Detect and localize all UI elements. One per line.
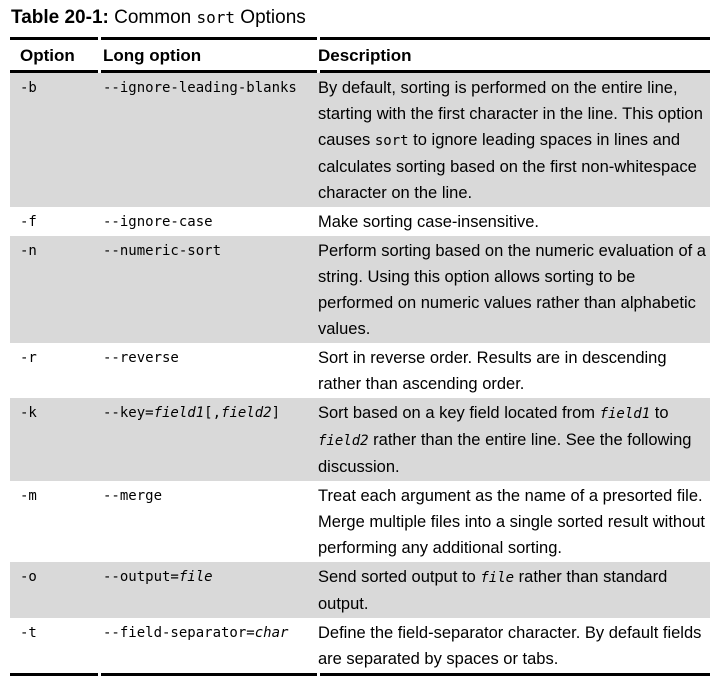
text-segment: file	[178, 569, 213, 585]
long-option-cell	[100, 209, 318, 235]
text-segment: Options	[235, 7, 306, 28]
header-option: Option	[20, 46, 75, 65]
text-segment: Table 20-1:	[11, 7, 109, 28]
text-segment: field2	[221, 405, 272, 421]
long-option-cell	[100, 483, 318, 561]
rule-segment	[10, 37, 98, 40]
text-segment: to	[650, 404, 669, 422]
text-segment: Make sorting case-insensitive.	[318, 213, 540, 231]
table-row	[10, 398, 710, 481]
text-segment: Define the field-separator character. By default fields are separated by spaces or tabs.	[318, 624, 702, 668]
option-cell: -t	[20, 625, 37, 641]
text-segment: field1	[153, 405, 205, 421]
text-segment: Sort in reverse order. Results are in descending rather than ascending order.	[318, 349, 667, 393]
description-cell	[318, 400, 710, 480]
top-rule	[10, 37, 710, 40]
text-segment: Common	[108, 7, 197, 28]
description-cell	[318, 620, 710, 672]
description-cell	[318, 564, 710, 617]
text-segment: --ignore-leading-blanks	[103, 80, 297, 96]
text-segment: --key=	[103, 405, 154, 421]
header-rule	[10, 70, 710, 73]
rule-segment	[101, 70, 317, 73]
text-segment: to ignore leading spaces in lines and calculates sorting based on the first non-whitespace character on the line.	[318, 131, 697, 202]
long-option-cell	[100, 75, 318, 206]
text-segment: file	[480, 570, 515, 586]
rule-segment	[101, 673, 317, 676]
text-segment: field1	[599, 406, 651, 422]
option-cell: -k	[20, 405, 37, 421]
description-cell	[318, 75, 710, 206]
text-segment: --field-separator=	[103, 625, 255, 641]
option-cell: -f	[20, 214, 37, 230]
long-option-cell	[100, 564, 318, 617]
option-cell: -o	[20, 569, 37, 585]
option-cell: -b	[20, 80, 37, 96]
table-row	[10, 343, 710, 398]
rule-segment	[320, 37, 710, 40]
description-cell	[318, 238, 710, 342]
text-segment: rather than standard output.	[318, 568, 668, 613]
text-segment: char	[254, 625, 289, 641]
text-segment: Perform sorting based on the numeric evaluation of a string. Using this option allows sorting to be performed on numeric values rather than alphabetic values.	[318, 242, 706, 338]
rule-segment	[320, 673, 710, 676]
table-row	[10, 562, 710, 618]
text-segment: ]	[271, 405, 281, 421]
table-row	[10, 207, 710, 236]
text-segment: Sort based on a key field located from	[318, 404, 600, 422]
table-row	[10, 73, 710, 207]
text-segment: [,	[204, 405, 222, 421]
table-row	[10, 618, 710, 673]
header-description: Description	[318, 46, 412, 65]
table-title	[11, 7, 710, 29]
text-segment: field2	[318, 433, 369, 449]
sort-options-table	[10, 37, 710, 676]
rule-segment	[320, 70, 710, 73]
text-segment: Treat each argument as the name of a presorted file. Merge multiple files into a single sorted result without performing any additional sorting.	[318, 487, 706, 557]
rule-segment	[10, 673, 98, 676]
header-long-option: Long option	[103, 46, 202, 65]
table-row	[10, 481, 710, 562]
table-row	[10, 236, 710, 343]
option-cell: -n	[20, 243, 37, 259]
text-segment: rather than the entire line. See the following discussion.	[318, 431, 692, 476]
description-cell	[318, 209, 710, 235]
description-cell	[318, 345, 710, 397]
text-segment: Send sorted output to	[318, 568, 481, 586]
long-option-cell	[100, 345, 318, 397]
description-cell	[318, 483, 710, 561]
long-option-cell	[100, 400, 318, 480]
option-cell: -m	[20, 488, 37, 504]
text-segment: --output=	[103, 569, 179, 585]
rule-segment	[10, 70, 98, 73]
bottom-rule	[10, 673, 710, 676]
option-cell: -r	[20, 350, 37, 366]
table-body	[10, 73, 710, 673]
rule-segment	[101, 37, 317, 40]
text-segment: --numeric-sort	[103, 243, 222, 259]
text-segment: sort	[374, 133, 409, 149]
text-segment: --ignore-case	[103, 214, 213, 230]
text-segment: --reverse	[103, 350, 179, 366]
long-option-cell	[100, 620, 318, 672]
long-option-cell	[100, 238, 318, 342]
text-segment: --merge	[103, 488, 163, 504]
table-header-row	[10, 40, 710, 70]
text-segment: By default, sorting is performed on the entire line, starting with the first character in the line. This option causes	[318, 79, 703, 149]
text-segment: sort	[196, 8, 236, 27]
